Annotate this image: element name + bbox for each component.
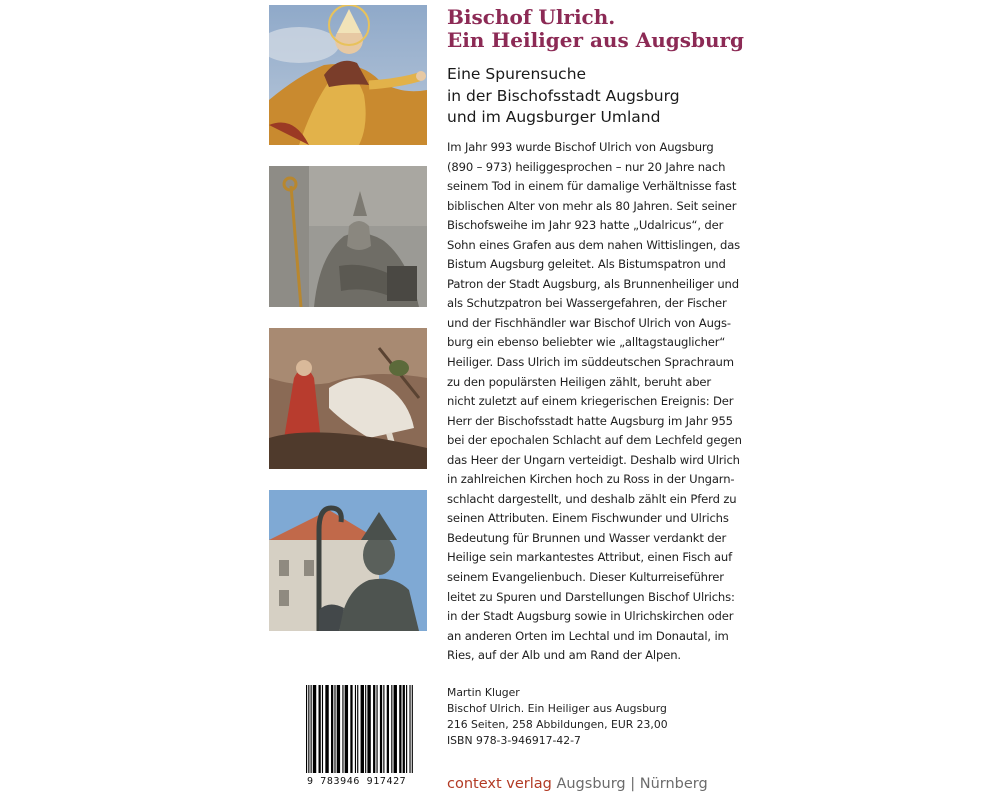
subtitle-line-1: Eine Spurensuche: [447, 65, 587, 83]
blurb-line: biblischen Alter von mehr als 80 Jahren. Seit seiner: [447, 198, 737, 213]
blurb-line: Ries, auf der Alb und am Rand der Alpen.: [447, 648, 681, 663]
barcode-bar: [365, 685, 366, 773]
blurb-line: Bedeutung für Brunnen und Wasser verdankt der: [447, 530, 727, 545]
colophon-isbn: ISBN 978-3-946917-42-7: [447, 734, 581, 747]
blurb-line: an anderen Orten im Lechtal und im Donautal, im: [447, 628, 729, 643]
blurb-line: leitet zu Spuren und Darstellungen Bischof Ulrichs:: [447, 589, 735, 604]
title-line-2: Ein Heiliger aus Augsburg: [447, 28, 745, 52]
blurb-line: schlacht dargestellt, und deshalb zählt ein Pferd zu: [447, 491, 737, 506]
barcode-bar: [403, 685, 405, 773]
barcode-bar: [373, 685, 375, 773]
barcode-bars: [305, 685, 415, 775]
blurb-line: Herr der Bischofsstadt hatte Augsburg im Jahr 955: [447, 413, 733, 428]
barcode-bar: [357, 685, 358, 773]
title-line-1: Bischof Ulrich.: [447, 5, 616, 29]
barcode-bar: [367, 685, 370, 773]
blurb-line: bei der epochalen Schlacht auf dem Lechfeld gegen: [447, 433, 742, 448]
blurb-line: seinem Evangelienbuch. Dieser Kulturreiseführer: [447, 570, 724, 585]
barcode-bar: [313, 685, 316, 773]
colophon: [447, 685, 747, 749]
barcode-bar: [350, 685, 352, 773]
barcode-bar: [380, 685, 382, 773]
colophon-title: Bischof Ulrich. Ein Heiliger aus Augsburg: [447, 702, 667, 715]
book-title: [447, 6, 867, 52]
barcode-bar: [334, 685, 335, 773]
blurb-line: Bischofsweihe im Jahr 923 hatte „Udalricus“, der: [447, 218, 724, 233]
blurb-line: als Schutzpatron bei Wassergefahren, der Fischer: [447, 296, 727, 311]
barcode-bar: [394, 685, 397, 773]
blurb-line: Im Jahr 993 wurde Bischof Ulrich von Augsburg: [447, 140, 714, 154]
blurb-line: burg ein ebenso beliebter wie „alltagstauglicher“: [447, 335, 726, 350]
isbn-barcode: [305, 685, 415, 789]
book-subtitle: [447, 64, 807, 129]
blurb-line: das Heer der Ungarn verteidigt. Deshalb wird Ulrich: [447, 452, 740, 467]
blurb-text: [447, 138, 747, 666]
barcode-bar: [319, 685, 321, 773]
barcode-bar: [399, 685, 401, 773]
blurb-line: (890 – 973) heiliggesprochen – nur 20 Jahre nach: [447, 159, 726, 174]
colophon-author: Martin Kluger: [447, 686, 520, 699]
blurb-line: Bistum Augsburg geleitet. Als Bistumspatron und: [447, 257, 726, 272]
blurb-line: in der Stadt Augsburg sowie in Ulrichskirchen oder: [447, 609, 734, 624]
blurb-line: Patron der Stadt Augsburg, als Brunnenheiliger und: [447, 276, 739, 291]
barcode-bar: [355, 685, 356, 773]
barcode-bar: [311, 685, 312, 773]
barcode-bar: [342, 685, 343, 773]
blurb-line: Heiliger. Dass Ulrich im süddeutschen Sprachraum: [447, 355, 734, 370]
subtitle-line-3: und im Augsburger Umland: [447, 108, 661, 126]
barcode-bar: [308, 685, 309, 773]
stone-statue-image: [269, 166, 427, 307]
blurb-line: seinem Tod in einem für damalige Verhältnisse fast: [447, 179, 737, 194]
blurb-line: seinen Attributen. Einem Fischwunder und Ulrichs: [447, 511, 729, 526]
barcode-bar: [345, 685, 348, 773]
blurb-line: nicht zuletzt auf einem kriegerischen Ereignis: Der: [447, 394, 734, 409]
barcode-digits: 9 783946 917427: [307, 776, 407, 787]
barcode-bar: [409, 685, 410, 773]
barcode-bar: [383, 685, 384, 773]
blurb-line: zu den populärsten Heiligen zählt, beruht aber: [447, 374, 712, 389]
bronze-statue-image: [269, 490, 427, 631]
fresco-bishop-image: [269, 5, 427, 145]
barcode-bar: [337, 685, 340, 773]
blurb-line: und der Fischhändler war Bischof Ulrich von Augs-: [447, 315, 731, 330]
battle-painting-image: [269, 328, 427, 469]
barcode-bar: [306, 685, 307, 773]
barcode-bar: [376, 685, 377, 773]
subtitle-line-2: in der Bischofsstadt Augsburg: [447, 86, 680, 105]
barcode-bar: [412, 685, 413, 773]
publisher-imprint: [447, 775, 708, 793]
blurb-line: Sohn eines Grafen aus dem nahen Wittislingen, das: [447, 237, 741, 252]
publisher-cities: Augsburg | Nürnberg: [556, 776, 708, 792]
barcode-bar: [322, 685, 323, 773]
blurb-line: Heilige sein markantestes Attribut, einen Fisch auf: [447, 550, 733, 565]
colophon-details: 216 Seiten, 258 Abbildungen, EUR 23,00: [447, 718, 668, 731]
publisher-brand: context verlag: [447, 776, 552, 792]
barcode-bar: [387, 685, 389, 773]
barcode-bar: [361, 685, 364, 773]
barcode-bar: [331, 685, 333, 773]
barcode-bar: [325, 685, 328, 773]
blurb-line: in zahlreichen Kirchen hoch zu Ross in der Ungarn-: [447, 472, 735, 487]
barcode-bar: [406, 685, 407, 773]
barcode-bar: [391, 685, 392, 773]
